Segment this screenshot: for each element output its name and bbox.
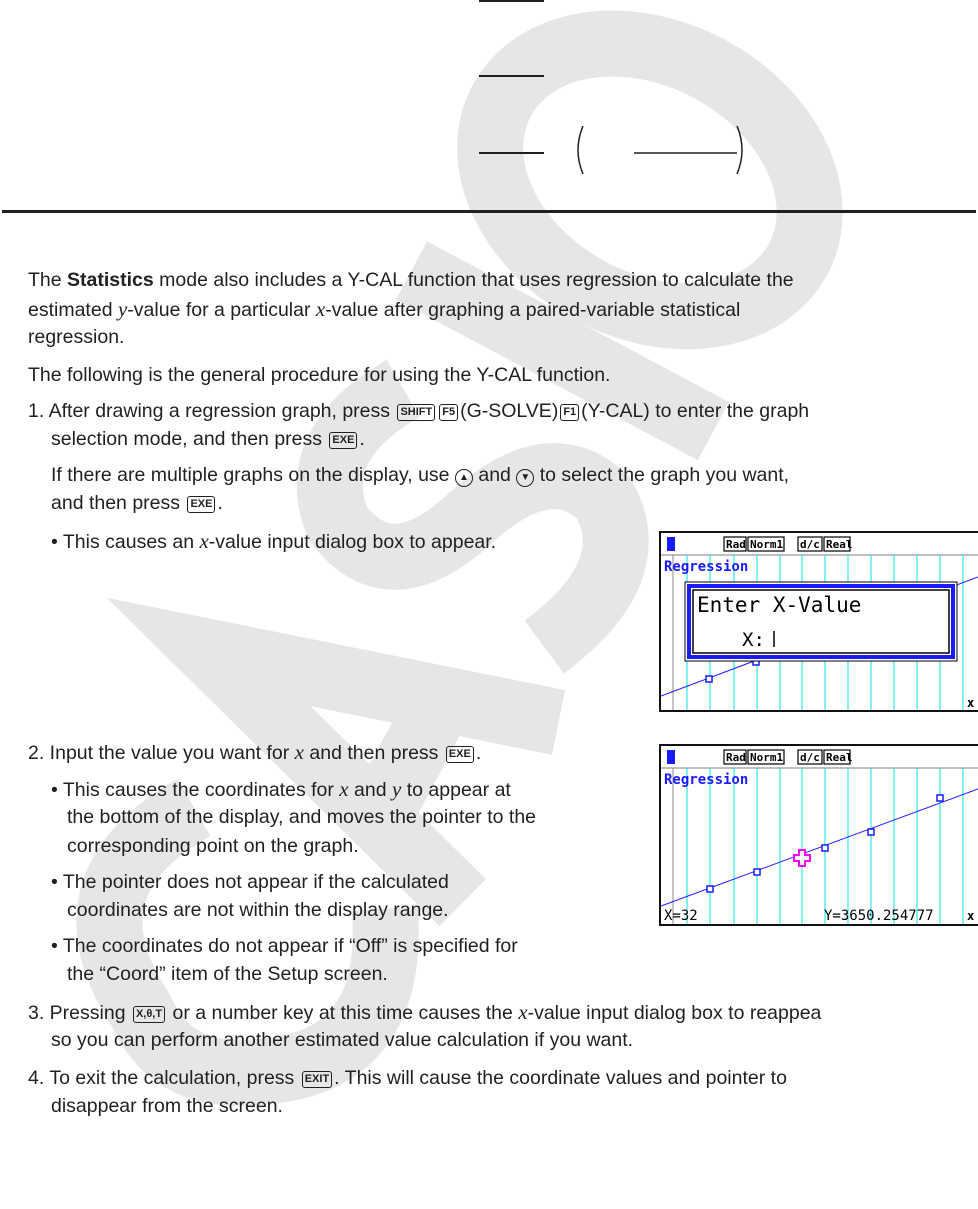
status-bar — [661, 537, 978, 555]
status-indicator-label: d/c — [800, 538, 820, 551]
status-indicator-label: Rad — [726, 538, 746, 551]
exe-key-icon: EXE — [329, 432, 357, 449]
status-indicator-label: Norm1 — [750, 751, 784, 764]
step-1-bullet: • This causes an x-value input dialog box to appear. — [51, 529, 497, 553]
status-indicator-label: Real — [826, 751, 853, 764]
step-2-bullet-cont: the bottom of the display, and moves the pointer to the — [67, 806, 537, 828]
exe-key-icon: EXE — [187, 496, 215, 513]
intro-line: The Statistics mode also includes a Y-CAL function that uses regression to calculate the — [28, 269, 794, 291]
x-readout: X=32 — [664, 908, 698, 924]
x-value-dialog — [685, 582, 957, 661]
intro-line: estimated y-value for a particular x-value after graphing a paired-variable statistical — [28, 297, 741, 321]
step-3: 3. Pressing X,θ,T or a number key at this time causes the x-value input dialog box to reappea — [28, 1000, 822, 1024]
step-2-bullet: • This causes the coordinates for x and y to appear at — [51, 777, 511, 801]
graph-label: Regression — [664, 772, 749, 788]
status-indicator-label: d/c — [800, 751, 820, 764]
parentheses — [575, 122, 750, 178]
f1-key-icon: F1 — [560, 404, 579, 421]
exe-key-icon: EXE — [446, 746, 474, 763]
shift-key-icon: SHIFT — [397, 404, 435, 421]
dialog-title: Enter X-Value — [697, 593, 862, 617]
status-indicator-label: Real — [826, 538, 853, 551]
step-2-bullet: • The coordinates do not appear if “Off” is specified for — [51, 935, 518, 957]
step-2: 2. Input the value you want for x and then press EXE . — [28, 740, 482, 764]
intro-line: regression. — [28, 326, 125, 348]
step-2-bullet-cont: corresponding point on the graph. — [67, 835, 359, 857]
battery-icon — [667, 537, 675, 551]
battery-icon — [667, 750, 675, 764]
calculator-screen-dialog — [659, 531, 978, 712]
step-4: 4. To exit the calculation, press EXIT . This will cause the coordinate values and pointer to — [28, 1067, 787, 1089]
y-readout: Y=3650.254777 — [824, 908, 934, 924]
data-point — [937, 795, 943, 801]
step-4-cont: disappear from the screen. — [51, 1095, 283, 1117]
up-arrow-key-icon: ▲ — [455, 469, 473, 487]
graph-label: Regression — [664, 559, 749, 575]
status-indicator-label: Norm1 — [750, 538, 784, 551]
step-2-bullet: • The pointer does not appear if the calculated — [51, 871, 449, 893]
data-point — [706, 676, 712, 682]
step-1-cont: and then press EXE . — [51, 492, 223, 514]
x-axis-label: x — [967, 909, 975, 923]
section-divider — [2, 210, 976, 213]
x-theta-t-key-icon: X,θ,T — [133, 1006, 165, 1023]
data-point — [868, 829, 874, 835]
intro-line: The following is the general procedure for using the Y-CAL function. — [28, 364, 611, 386]
fraction-line — [479, 0, 544, 2]
fraction-line — [479, 152, 544, 154]
step-2-bullet-cont: the “Coord” item of the Setup screen. — [67, 963, 388, 985]
status-indicator-label: Rad — [726, 751, 746, 764]
step-1-cont: If there are multiple graphs on the display, use ▲ and ▼ to select the graph you want, — [51, 464, 790, 486]
step-3-cont: so you can perform another estimated value calculation if you want. — [51, 1029, 634, 1051]
exit-key-icon: EXIT — [302, 1071, 332, 1088]
data-point — [754, 869, 760, 875]
calculator-screen-result — [659, 744, 978, 926]
data-point — [822, 845, 828, 851]
x-axis-label: x — [967, 696, 975, 710]
f5-key-icon: F5 — [439, 404, 458, 421]
step-1-cont: selection mode, and then press EXE . — [51, 428, 365, 450]
step-2-bullet-cont: coordinates are not within the display range. — [67, 899, 449, 921]
step-1: 1. After drawing a regression graph, press SHIFT F5 (G-SOLVE) F1 (Y-CAL) to enter the graph — [28, 400, 810, 422]
data-point — [707, 886, 713, 892]
fraction-line — [479, 75, 544, 77]
down-arrow-key-icon: ▼ — [516, 469, 534, 487]
x-input-prompt[interactable]: X: — [742, 629, 765, 651]
